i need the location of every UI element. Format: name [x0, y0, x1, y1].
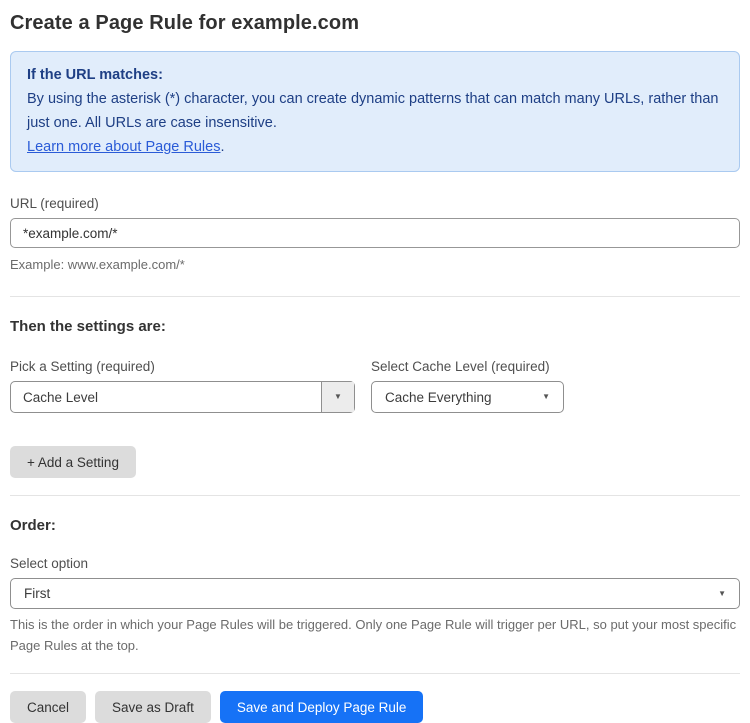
info-box-heading: If the URL matches:: [27, 67, 163, 83]
order-section-heading: Order:: [10, 517, 56, 534]
setting-picker-arrow-segment[interactable]: [321, 382, 354, 412]
cache-level-label: Select Cache Level (required): [371, 359, 550, 374]
add-setting-button[interactable]: + Add a Setting: [10, 446, 136, 478]
cache-level-column: [371, 359, 564, 413]
url-field-label: URL (required): [10, 196, 99, 211]
settings-row: [10, 359, 740, 413]
order-select[interactable]: [10, 578, 740, 609]
setting-picker-select[interactable]: [10, 381, 355, 413]
url-match-info-box: [10, 51, 740, 172]
chevron-down-icon: ▼: [718, 588, 726, 598]
learn-more-link[interactable]: Learn more about Page Rules: [27, 139, 221, 155]
page-title: Create a Page Rule for example.com: [10, 12, 360, 34]
chevron-down-icon: ▼: [334, 392, 342, 401]
divider: [10, 296, 740, 297]
info-box-body-text: By using the asterisk (*) character, you can create dynamic patterns that can match many URLs, rather than just one. All URLs are case insensitive.: [27, 91, 719, 131]
divider: [10, 673, 740, 674]
setting-picker-column: [10, 359, 355, 413]
chevron-down-icon: ▼: [542, 392, 550, 401]
save-as-draft-button[interactable]: Save as Draft: [95, 691, 211, 723]
setting-picker-value: Cache Level: [23, 389, 99, 405]
cache-level-select[interactable]: [371, 381, 564, 413]
divider: [10, 495, 740, 496]
cancel-button[interactable]: Cancel: [10, 691, 86, 723]
setting-picker-label: Pick a Setting (required): [10, 359, 155, 374]
info-box-link-line: [27, 135, 723, 159]
save-and-deploy-button[interactable]: Save and Deploy Page Rule: [220, 691, 424, 723]
url-input[interactable]: [10, 218, 740, 248]
cache-level-value: Cache Everything: [385, 389, 492, 405]
order-helper-text: This is the order in which your Page Rules will be triggered. Only one Page Rule will trigger per URL, so put your most specific Page Rules at the top.: [10, 617, 737, 653]
add-setting-wrap: [10, 446, 740, 478]
url-helper-text: Example: www.example.com/*: [10, 257, 185, 272]
footer-actions: [10, 691, 740, 723]
settings-section-heading: Then the settings are:: [10, 318, 166, 335]
link-period: .: [220, 139, 225, 155]
order-select-value: First: [24, 586, 51, 601]
order-select-label: Select option: [10, 556, 89, 571]
info-box-body: [27, 87, 723, 135]
